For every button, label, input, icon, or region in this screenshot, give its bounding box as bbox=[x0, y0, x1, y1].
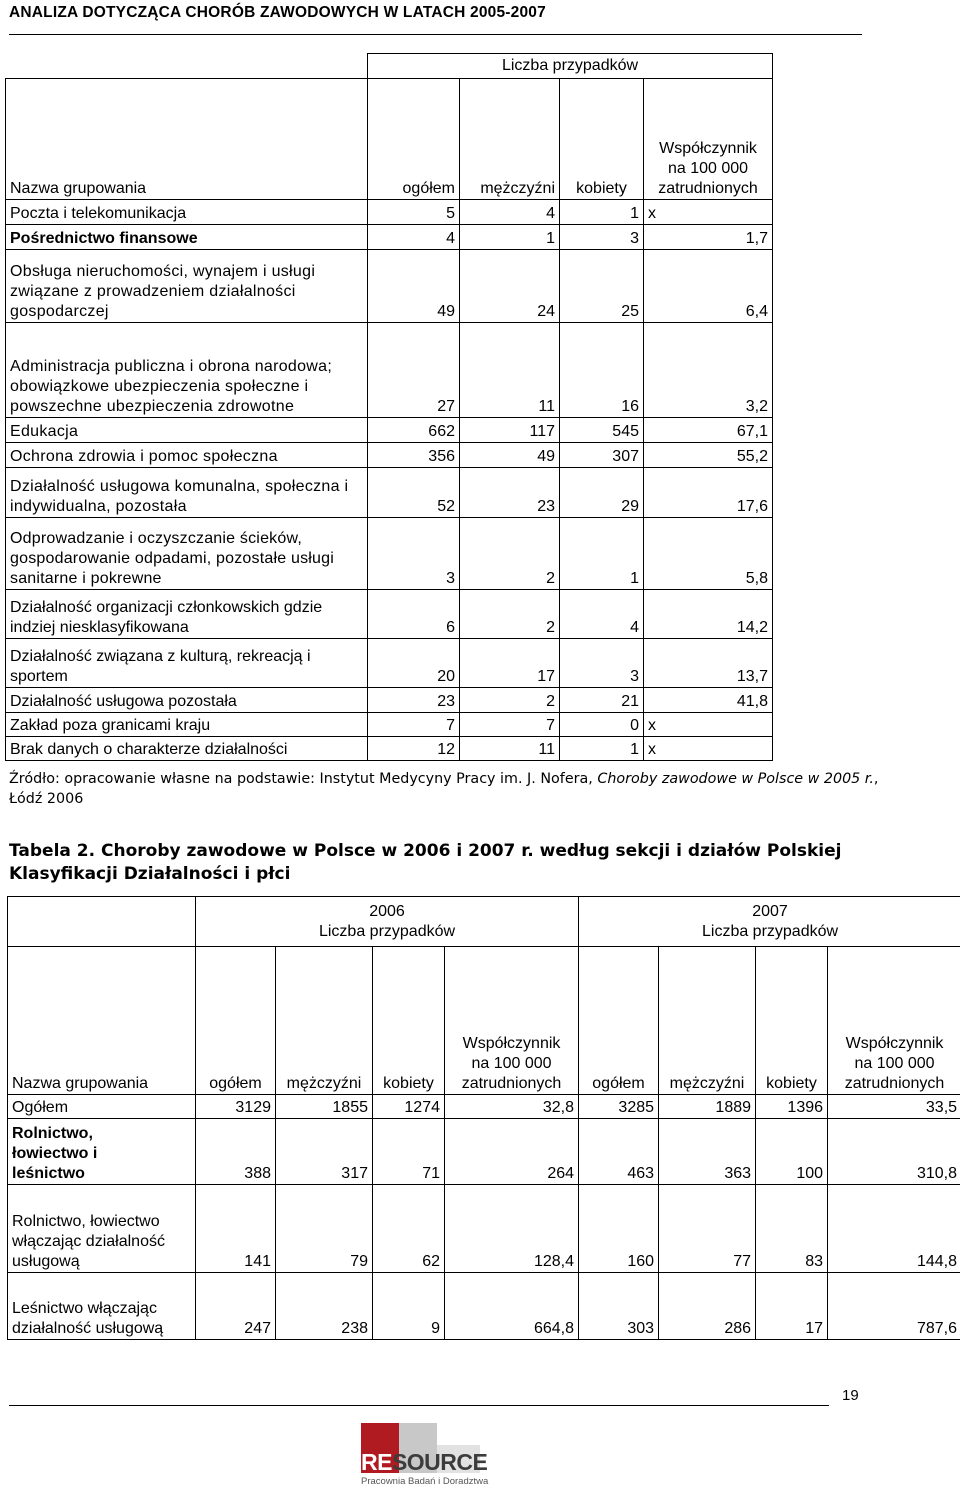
cell-total: 27 bbox=[368, 323, 460, 418]
cell-men-2006: 1855 bbox=[276, 1095, 373, 1119]
cell-women: 1 bbox=[560, 518, 644, 590]
row-name: Działalność usługowa komunalna, społeczna i indywidualna, pozostała bbox=[6, 468, 368, 518]
table-row bbox=[6, 323, 773, 418]
col-header-total: ogółem bbox=[368, 79, 460, 200]
cell-coef-2006: 128,4 bbox=[445, 1185, 579, 1273]
cell-men: 17 bbox=[460, 639, 560, 688]
col-header-women: kobiety bbox=[560, 79, 644, 200]
source-title: Choroby zawodowe w Polsce w 2005 r. bbox=[597, 771, 874, 787]
cell-men: 24 bbox=[460, 250, 560, 323]
cell-women: 1 bbox=[560, 737, 644, 761]
table-row bbox=[6, 418, 773, 443]
cell-men: 2 bbox=[460, 518, 560, 590]
cell-women: 4 bbox=[560, 590, 644, 639]
col-header-women-2007: kobiety bbox=[756, 947, 828, 1095]
row-name: Brak danych o charakterze działalności bbox=[6, 737, 368, 761]
cell-men-2006: 79 bbox=[276, 1185, 373, 1273]
row-name: Rolnictwo, łowiectwo włączając działalność usługową bbox=[8, 1185, 196, 1273]
col-header-name: Nazwa grupowania bbox=[8, 947, 196, 1095]
cell-men-2006: 238 bbox=[276, 1273, 373, 1340]
footer-rule bbox=[9, 1405, 829, 1406]
cell-total: 49 bbox=[368, 250, 460, 323]
cell-total: 356 bbox=[368, 443, 460, 468]
cell-men: 117 bbox=[460, 418, 560, 443]
table-row bbox=[6, 639, 773, 688]
row-name: Rolnictwo, łowiectwo i leśnictwo bbox=[8, 1119, 196, 1185]
row-name: Edukacja bbox=[6, 418, 368, 443]
row-name: Ochrona zdrowia i pomoc społeczna bbox=[6, 443, 368, 468]
table2-caption: Tabela 2. Choroby zawodowe w Polsce w 2006 i 2007 r. według sekcji i działów Polskiej Klasyfikacji Działalności i płci bbox=[9, 841, 842, 884]
row-name: Odprowadzanie i oczyszczanie ścieków, gospodarowanie odpadami, pozostałe usługi sanitarne i pokrewne bbox=[6, 518, 368, 590]
cell-total-2006: 388 bbox=[196, 1119, 276, 1185]
cell-women-2007: 17 bbox=[756, 1273, 828, 1340]
col-header-coef-2007: Współczynnik na 100 000 zatrudnionych bbox=[828, 947, 960, 1095]
cell-coef: 13,7 bbox=[644, 639, 773, 688]
row-name: Działalność związana z kulturą, rekreacją i sportem bbox=[6, 639, 368, 688]
cell-total: 7 bbox=[368, 713, 460, 737]
cell-coef: 67,1 bbox=[644, 418, 773, 443]
cell-total-2007: 303 bbox=[579, 1273, 659, 1340]
col-header-total-2006: ogółem bbox=[196, 947, 276, 1095]
cell-total: 5 bbox=[368, 200, 460, 225]
row-name: Zakład poza granicami kraju bbox=[6, 713, 368, 737]
cell-coef: 41,8 bbox=[644, 688, 773, 713]
cell-men: 4 bbox=[460, 200, 560, 225]
cell-men-2007: 286 bbox=[659, 1273, 756, 1340]
row-name: Pośrednictwo finansowe bbox=[6, 225, 368, 250]
cell-women-2007: 100 bbox=[756, 1119, 828, 1185]
cell-total: 20 bbox=[368, 639, 460, 688]
cell-coef: x bbox=[644, 737, 773, 761]
cell-coef-2007: 144,8 bbox=[828, 1185, 960, 1273]
cell-coef-2007: 33,5 bbox=[828, 1095, 960, 1119]
source-prefix: Źródło: opracowanie własne na podstawie: Instytut Medycyny Pracy im. J. Nofera, bbox=[9, 771, 598, 787]
page-header-title: ANALIZA DOTYCZĄCA CHORÓB ZAWODOWYCH W LATACH 2005-2007 bbox=[9, 4, 546, 21]
page-number: 19 bbox=[842, 1387, 859, 1404]
cell-women-2006: 9 bbox=[373, 1273, 445, 1340]
cell-coef: 1,7 bbox=[644, 225, 773, 250]
table-row bbox=[6, 443, 773, 468]
year-2006-header: 2006 Liczba przypadków bbox=[196, 897, 579, 947]
year-2007-header: 2007 Liczba przypadków bbox=[579, 897, 960, 947]
cell-coef: 14,2 bbox=[644, 590, 773, 639]
cell-women: 16 bbox=[560, 323, 644, 418]
table-row bbox=[6, 225, 773, 250]
resource-logo bbox=[361, 1423, 489, 1491]
col-header-name: Nazwa grupowania bbox=[6, 79, 368, 200]
cell-women: 3 bbox=[560, 225, 644, 250]
table-row bbox=[6, 737, 773, 761]
cell-total-2007: 463 bbox=[579, 1119, 659, 1185]
cases-by-sector-table-2006-2007 bbox=[7, 896, 960, 1340]
col-header-men-2006: mężczyźni bbox=[276, 947, 373, 1095]
cell-coef: 5,8 bbox=[644, 518, 773, 590]
row-name: Leśnictwo włączając działalność usługową bbox=[8, 1273, 196, 1340]
cell-total: 662 bbox=[368, 418, 460, 443]
cell-women: 21 bbox=[560, 688, 644, 713]
cell-coef: x bbox=[644, 713, 773, 737]
cell-total-2007: 160 bbox=[579, 1185, 659, 1273]
col-header-men: mężczyźni bbox=[460, 79, 560, 200]
cell-men: 11 bbox=[460, 323, 560, 418]
cell-coef-2006: 264 bbox=[445, 1119, 579, 1185]
cell-coef-2007: 310,8 bbox=[828, 1119, 960, 1185]
cell-women-2006: 71 bbox=[373, 1119, 445, 1185]
table-row bbox=[6, 200, 773, 225]
cell-women: 29 bbox=[560, 468, 644, 518]
row-name: Poczta i telekomunikacja bbox=[6, 200, 368, 225]
table-row bbox=[6, 713, 773, 737]
cell-men: 1 bbox=[460, 225, 560, 250]
cell-total: 12 bbox=[368, 737, 460, 761]
table-row bbox=[6, 250, 773, 323]
cell-men-2007: 1889 bbox=[659, 1095, 756, 1119]
row-name: Administracja publiczna i obrona narodowa; obowiązkowe ubezpieczenia społeczne i powszechne ubezpieczenia zdrowotne bbox=[6, 323, 368, 418]
cell-total-2006: 247 bbox=[196, 1273, 276, 1340]
cell-men: 11 bbox=[460, 737, 560, 761]
row-name: Działalność usługowa pozostała bbox=[6, 688, 368, 713]
col-header-coefficient: Współczynnik na 100 000 zatrudnionych bbox=[644, 79, 773, 200]
col-header-coef-2006: Współczynnik na 100 000 zatrudnionych bbox=[445, 947, 579, 1095]
cell-women-2006: 1274 bbox=[373, 1095, 445, 1119]
cell-women: 25 bbox=[560, 250, 644, 323]
row-name: Obsługa nieruchomości, wynajem i usługi związane z prowadzeniem działalności gospodarczej bbox=[6, 250, 368, 323]
cell-women: 307 bbox=[560, 443, 644, 468]
cell-women: 545 bbox=[560, 418, 644, 443]
cell-total: 3 bbox=[368, 518, 460, 590]
col-header-total-2007: ogółem bbox=[579, 947, 659, 1095]
table-row bbox=[8, 1119, 960, 1185]
cell-men-2007: 77 bbox=[659, 1185, 756, 1273]
row-name: Ogółem bbox=[8, 1095, 196, 1119]
cell-women: 3 bbox=[560, 639, 644, 688]
cell-women-2006: 62 bbox=[373, 1185, 445, 1273]
table-row bbox=[8, 1185, 960, 1273]
cell-coef-2006: 664,8 bbox=[445, 1273, 579, 1340]
cell-men-2007: 363 bbox=[659, 1119, 756, 1185]
logo-tagline: Pracownia Badań i Doradztwa bbox=[361, 1476, 489, 1487]
source-suffix: , Łódź 2006 bbox=[9, 771, 879, 807]
cell-women: 0 bbox=[560, 713, 644, 737]
col-header-men-2007: mężczyźni bbox=[659, 947, 756, 1095]
cell-coef-2006: 32,8 bbox=[445, 1095, 579, 1119]
cell-total-2007: 3285 bbox=[579, 1095, 659, 1119]
logo-wordmark: RESOURCE bbox=[361, 1449, 488, 1475]
cell-men: 2 bbox=[460, 688, 560, 713]
cell-total: 23 bbox=[368, 688, 460, 713]
row-name: Działalność organizacji członkowskich gdzie indziej niesklasyfikowana bbox=[6, 590, 368, 639]
cell-women-2007: 1396 bbox=[756, 1095, 828, 1119]
cell-women-2007: 83 bbox=[756, 1185, 828, 1273]
col-header-women-2006: kobiety bbox=[373, 947, 445, 1095]
cell-total: 52 bbox=[368, 468, 460, 518]
cell-men: 49 bbox=[460, 443, 560, 468]
cases-by-sector-table-2005 bbox=[5, 53, 773, 761]
cell-coef: 55,2 bbox=[644, 443, 773, 468]
cell-men: 7 bbox=[460, 713, 560, 737]
cell-women: 1 bbox=[560, 200, 644, 225]
cell-coef: x bbox=[644, 200, 773, 225]
cell-men: 23 bbox=[460, 468, 560, 518]
cell-total: 6 bbox=[368, 590, 460, 639]
group-header-cases: Liczba przypadków bbox=[368, 54, 773, 79]
source-note bbox=[9, 769, 889, 809]
table-row bbox=[8, 1273, 960, 1340]
table-row bbox=[6, 468, 773, 518]
table-row bbox=[6, 688, 773, 713]
table-row bbox=[6, 590, 773, 639]
cell-men-2006: 317 bbox=[276, 1119, 373, 1185]
table-row bbox=[8, 1095, 960, 1119]
header-rule bbox=[9, 34, 862, 35]
cell-coef: 17,6 bbox=[644, 468, 773, 518]
cell-coef: 3,2 bbox=[644, 323, 773, 418]
cell-total: 4 bbox=[368, 225, 460, 250]
cell-coef-2007: 787,6 bbox=[828, 1273, 960, 1340]
cell-total-2006: 3129 bbox=[196, 1095, 276, 1119]
table-row bbox=[6, 518, 773, 590]
cell-men: 2 bbox=[460, 590, 560, 639]
cell-total-2006: 141 bbox=[196, 1185, 276, 1273]
cell-coef: 6,4 bbox=[644, 250, 773, 323]
